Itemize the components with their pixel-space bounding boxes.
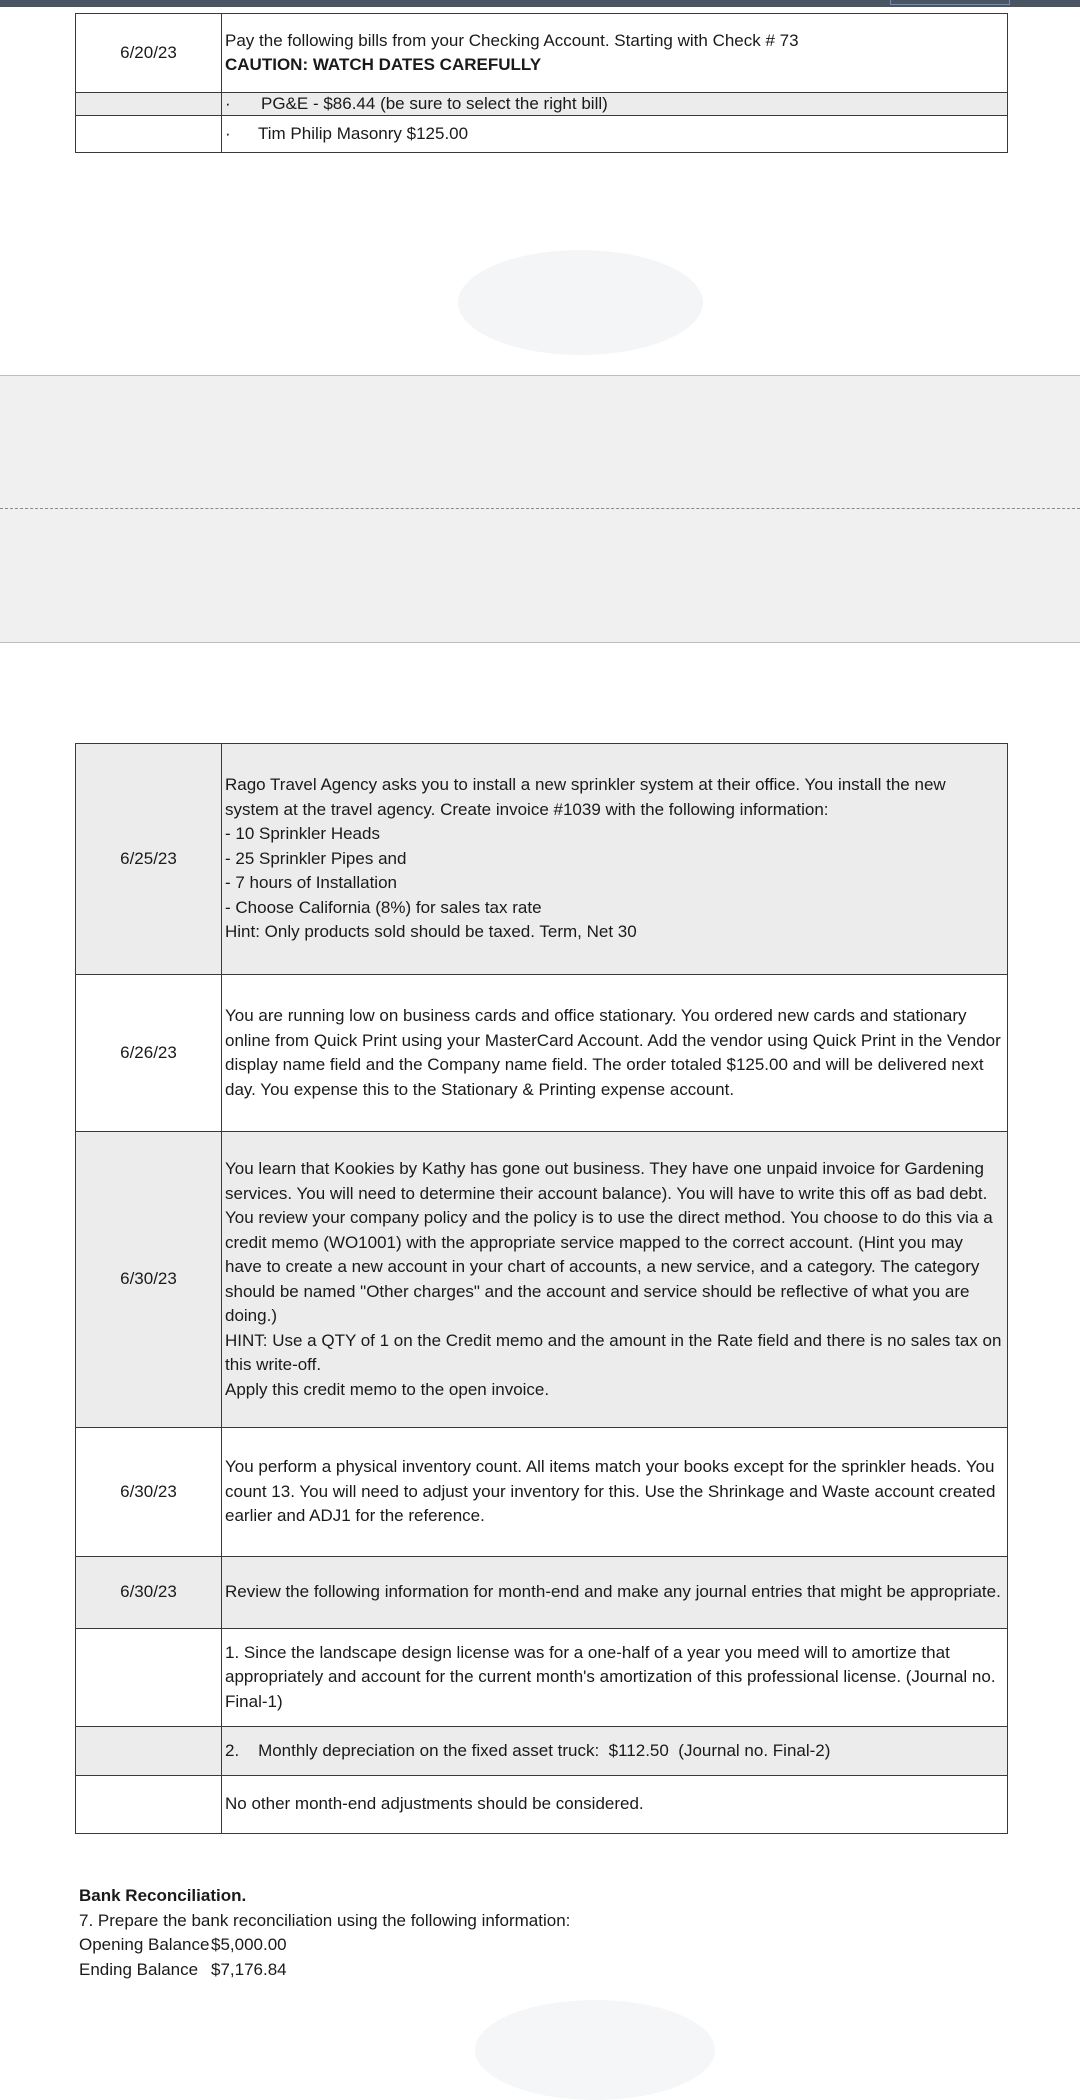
task-line: You learn that Kookies by Kathy has gone out business. They have one unpaid invoice for Gardening services. You will need to determine their account balance). You will have to write this off as bad debt. You review your company policy and the policy is to use the direct method. You choose to do this via a credit memo (WO1001) with the appropriate service mapped to the correct account. (Hint you may have to create a new account in your chart of accounts, a new service, and a category. The category should be named "Other charges" and the account and service should be reflective of what you are doing.) [225,1159,993,1325]
bill-item-text: PG&E - $86.44 (be sure to select the right bill) [261,94,608,113]
table-row [76,1132,1008,1428]
task-line: 1. Since the landscape design license was for a one-half of a year you meed will to amortize that appropriately and account for the current month's amortization of this professional license. (Journal no. Final-1) [225,1642,996,1711]
ending-balance-value: $7,176.84 [211,1959,287,1979]
task-line: - Choose California (8%) for sales tax rate [225,897,542,917]
bill-item [222,116,1008,153]
task-description [222,975,1008,1132]
task-line: - 25 Sprinkler Pipes and [225,848,407,868]
bills-caution: CAUTION: WATCH DATES CAREFULLY [225,55,542,74]
task-line: - 7 hours of Installation [225,873,397,893]
task-date: 6/30/23 [76,1132,222,1428]
table-row [76,1727,1008,1776]
bank-reconciliation [79,1884,570,1982]
task-description [222,1132,1008,1428]
task-description [222,1776,1008,1834]
table-row [76,1629,1008,1727]
task-description [222,744,1008,975]
task-description [222,1428,1008,1557]
table-row [76,975,1008,1132]
task-date [76,1629,222,1727]
opening-balance-row [79,1933,570,1958]
ending-balance-label: Ending Balance [79,1959,199,1979]
task-line: No other month-end adjustments should be considered. [225,1794,644,1814]
bullet-glyph: · [225,123,231,143]
redaction-smudge [458,250,703,355]
task-description [222,1557,1008,1629]
opening-balance-value: $5,000.00 [211,1935,287,1954]
task-date: 6/30/23 [76,1428,222,1557]
task-date [76,1776,222,1834]
table-row [76,744,1008,975]
task-line: Rago Travel Agency asks you to install a new sprinkler system at their office. You install the new system at the travel agency. Create invoice #1039 with the following information: [225,775,946,819]
task-line: You perform a physical inventory count. All items match your books except for the sprinkler heads. You count 13. You will need to adjust your inventory for this. Use the Shrinkage and Waste account created earlier and ADJ1 for the reference. [225,1457,996,1526]
bullet-glyph: · [225,94,231,113]
task-line: Apply this credit memo to the open invoice. [225,1379,550,1399]
opening-balance-label: Opening Balance [79,1935,210,1954]
bank-rec-heading: Bank Reconciliation. [79,1886,247,1905]
empty-date-cell [76,93,222,116]
task-date: 6/25/23 [76,744,222,975]
bills-instruction-cell [222,14,1008,93]
table-row [76,1557,1008,1629]
tasks-table [75,743,1008,1834]
bills-table [75,13,1008,153]
task-description [222,1727,1008,1776]
bills-date-cell: 6/20/23 [76,14,222,93]
task-date: 6/26/23 [76,975,222,1132]
task-line: HINT: Use a QTY of 1 on the Credit memo and the amount in the Rate field and there is no sales tax on this write-off. [225,1330,1002,1374]
task-date [76,1727,222,1776]
task-line: - 10 Sprinkler Heads [225,824,380,844]
bill-item [222,93,1008,116]
task-description [222,1629,1008,1727]
top-bar-tab[interactable] [890,0,1010,5]
task-line: 2. Monthly depreciation on the fixed asset truck: $112.50 (Journal no. Final-2) [225,1740,831,1760]
bank-rec-instruction: 7. Prepare the bank reconciliation using the following information: [79,1910,571,1930]
empty-date-cell [76,116,222,153]
task-line: Review the following information for month-end and make any journal entries that might be appropriate. [225,1582,1001,1602]
page-break-line [0,508,1080,509]
page-gap [0,375,1080,643]
task-line: You are running low on business cards and office stationary. You ordered new cards and stationary online from Quick Print using your MasterCard Account. Add the vendor using Quick Print in the Vendor display name field and the Company name field. The order totaled $125.00 and will be delivered next day. You expense this to the Stationary & Printing expense account. [225,1006,1001,1099]
task-date: 6/30/23 [76,1557,222,1629]
redaction-smudge [475,2000,715,2100]
table-row [76,1776,1008,1834]
task-line: Hint: Only products sold should be taxed. Term, Net 30 [225,922,637,942]
bill-item-text: Tim Philip Masonry $125.00 [258,123,469,143]
ending-balance-row [79,1958,570,1983]
bills-instruction: Pay the following bills from your Checking Account. Starting with Check # 73 [225,30,799,50]
table-row [76,1428,1008,1557]
